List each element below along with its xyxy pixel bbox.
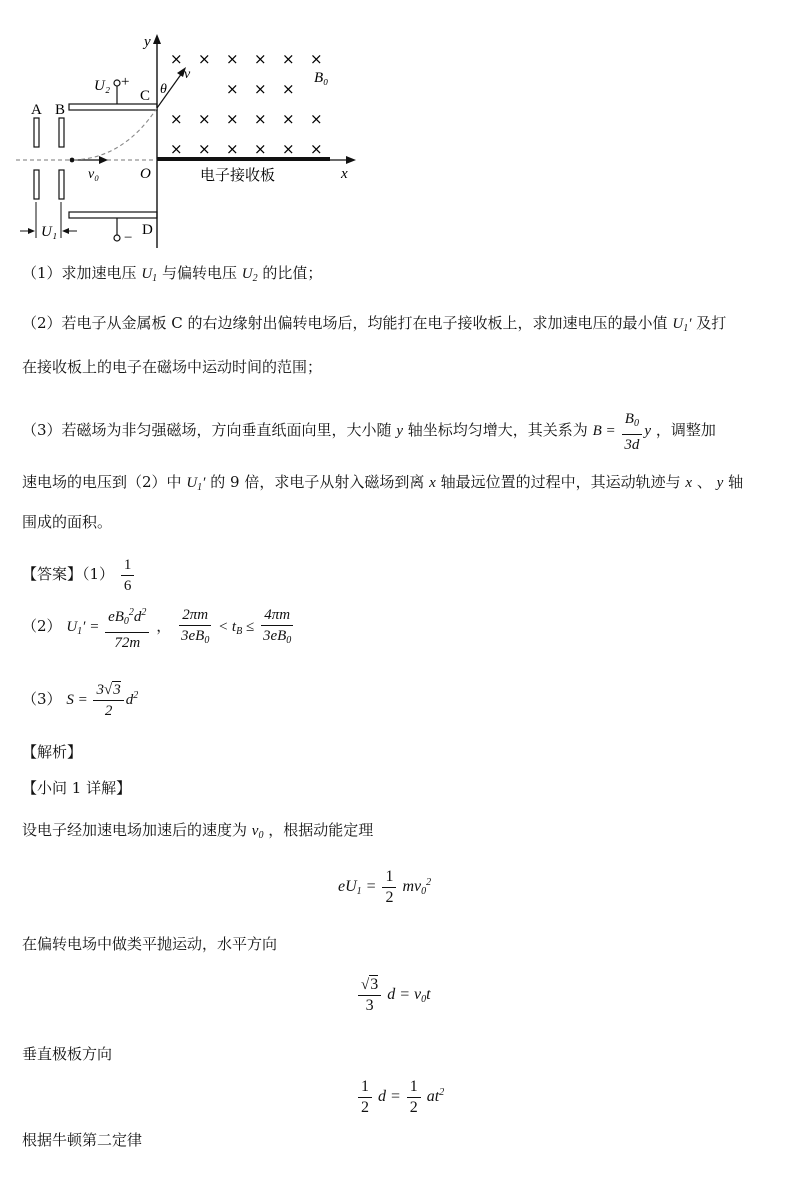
- field-cross: ×: [170, 140, 183, 158]
- symbol-u1-prime-2: $U_1'$: [186, 475, 206, 493]
- fraction-b0-over-3d: $\frac{B_0}{3d}$: [621, 410, 642, 454]
- plate-b-lower: [59, 170, 64, 199]
- question-2-line-1: [22, 313, 726, 339]
- answer-2-formula-b: $\frac{2\pi m}{3eB_0}$ < $t_B$ ≤ $\frac{4\pi m}{3eB_0}$: [176, 619, 296, 635]
- u1-right-arrow: [62, 228, 69, 234]
- q2-text-b: 及打: [696, 314, 727, 332]
- symbol-y: y: [396, 423, 403, 439]
- answer-3: [22, 672, 138, 724]
- field-cross: ×: [254, 110, 267, 128]
- x-axis-label: x: [341, 166, 348, 182]
- answer-2: [22, 602, 296, 656]
- analysis-text-4: 根据牛顿第二定律: [22, 1131, 143, 1149]
- plate-c-label: C: [140, 88, 151, 104]
- answer-1-fraction: $\frac{1}{6}$: [121, 556, 135, 595]
- field-cross: ×: [226, 110, 239, 128]
- field-cross: ×: [282, 140, 295, 158]
- x-axis-arrow: [346, 156, 356, 164]
- equation-horizontal: $\frac{√3}{3}$ $d = v_0t$: [356, 976, 431, 1015]
- fraction-eb0d-over-72m: $\frac{eB_0^2d^2}{72m}$: [105, 604, 149, 652]
- q1-text-b: 与偏转电压: [161, 264, 237, 282]
- q3-text-i: 围成的面积。: [22, 513, 113, 531]
- question-3-line-3: [22, 512, 112, 532]
- field-cross: ×: [226, 50, 239, 68]
- answer-heading: 【答案】（1）: [22, 565, 115, 583]
- q3-text-b: 轴坐标均匀增大，其关系为: [407, 421, 588, 439]
- field-cross: ×: [198, 140, 211, 158]
- field-cross: ×: [282, 50, 295, 68]
- field-cross: ×: [310, 50, 323, 68]
- b0-label: B₀: [314, 70, 329, 86]
- q2-text-c: 在接收板上的电子在磁场中运动时间的范围；: [22, 358, 323, 376]
- answer-1: [22, 552, 136, 596]
- u2-terminal: [114, 80, 120, 86]
- y-axis-label: y: [144, 34, 151, 50]
- answer-2-formula-a: $U_1'$ = $\frac{eB_0^2d^2}{72m}$: [66, 619, 151, 635]
- equation-vertical: $\frac{1}{2}$ d = $\frac{1}{2}$ $at^2$: [356, 1078, 444, 1117]
- v-label: v: [184, 67, 191, 82]
- symbol-u2: $U_2$: [241, 266, 258, 284]
- equation-kinetic-energy: $eU_1$ = $\frac{1}{2}$ $mv_0^2$: [338, 868, 432, 906]
- v0-arrow: [99, 156, 108, 164]
- receiver-label: 电子接收板: [200, 166, 276, 184]
- u2-plus: +: [121, 74, 130, 90]
- field-cross: ×: [310, 110, 323, 128]
- analysis-text-2: 在偏转电场中做类平抛运动，水平方向: [22, 935, 278, 953]
- q3-text-d: 速电场的电压到（2）中: [22, 473, 182, 491]
- fraction-4pim: $\frac{4\pi m}{3eB_0}$: [262, 606, 292, 646]
- field-cross: ×: [254, 140, 267, 158]
- field-cross: ×: [226, 140, 239, 158]
- analysis-heading: 【解析】: [22, 743, 83, 761]
- symbol-u1-prime: $U_1'$: [672, 316, 692, 334]
- plate-b-upper: [59, 118, 64, 147]
- fraction-3root3-over-2: $\frac{3√3}{2}$: [93, 681, 123, 720]
- field-cross: ×: [282, 80, 295, 98]
- analysis-text-1: [22, 820, 373, 846]
- answer-2-label: （2）: [22, 617, 62, 635]
- field-cross: ×: [282, 110, 295, 128]
- plate-d-label: D: [142, 222, 153, 238]
- field-cross: ×: [170, 50, 183, 68]
- q3-text-g: 、: [696, 473, 712, 491]
- u1-left-arrow: [28, 228, 35, 234]
- analysis-sub-1: 【小问 1 详解】: [22, 779, 132, 797]
- plate-a-upper: [34, 118, 39, 147]
- y-axis-arrow: [153, 34, 161, 44]
- question-1: [22, 263, 322, 289]
- question-2-line-2: [22, 357, 322, 377]
- plate-d: [69, 212, 157, 218]
- symbol-x: x: [429, 475, 436, 491]
- q3-text-c: ，调整加: [655, 421, 716, 439]
- theta-label: θ: [160, 82, 167, 97]
- u2-label: U₂: [94, 78, 111, 94]
- trajectory: [74, 108, 157, 160]
- d-terminal: [114, 235, 120, 241]
- field-cross: ×: [198, 50, 211, 68]
- question-3-line-1: [22, 408, 716, 454]
- q1-text-a: （1）求加速电压: [22, 264, 137, 282]
- d-minus: −: [124, 230, 133, 246]
- v0-label: v₀: [88, 167, 100, 182]
- answer-3-formula: S = $\frac{3√3}{2}$ $d^2$: [66, 682, 139, 720]
- field-cross: ×: [170, 110, 183, 128]
- magnetic-field: [170, 50, 323, 158]
- q1-text-c: 的比值；: [262, 264, 323, 282]
- q2-text-a: （2）若电子从金属板 C 的右边缘射出偏转电场后，均能打在电子接收板上，求加速电压的最小值: [22, 314, 668, 332]
- plate-a-label: A: [31, 102, 42, 118]
- q3-text-a: （3）若磁场为非匀强磁场，方向垂直纸面向里，大小随: [22, 421, 392, 439]
- field-cross: ×: [254, 80, 267, 98]
- analysis-text-3: 垂直极板方向: [22, 1045, 113, 1063]
- question-3-line-2: [22, 472, 743, 498]
- symbol-v0: $v_0$: [251, 823, 264, 841]
- field-cross: ×: [310, 140, 323, 158]
- field-cross: ×: [254, 50, 267, 68]
- fraction-2pim: $\frac{2\pi m}{3eB_0}$: [180, 606, 210, 646]
- q3-text-e: 的 9 倍，求电子从射入磁场到离: [210, 473, 425, 491]
- plate-b-label: B: [55, 102, 66, 118]
- field-cross: ×: [198, 110, 211, 128]
- answer-2-comma: ，: [156, 617, 172, 635]
- u1-label: U₁: [41, 224, 58, 240]
- symbol-y-2: y: [716, 475, 724, 491]
- physics-figure: [14, 28, 374, 252]
- analysis-t1a: 设电子经加速电场加速后的速度为: [22, 821, 248, 839]
- analysis-t1b: ，根据动能定理: [268, 821, 374, 839]
- origin-label: O: [140, 166, 151, 182]
- answer-3-label: （3）: [22, 690, 62, 708]
- field-cross: ×: [226, 80, 239, 98]
- q3-text-f: 轴最远位置的过程中，其运动轨迹与: [440, 473, 681, 491]
- symbol-u1: $U_1$: [141, 266, 158, 284]
- electron-deflection-diagram: [14, 28, 374, 252]
- plate-c: [69, 104, 157, 110]
- symbol-x-2: x: [685, 475, 693, 491]
- plate-a-lower: [34, 170, 39, 199]
- formula-b-equals: B = $\frac{B_0}{3d}$ y: [592, 410, 652, 453]
- q3-text-h: 轴: [728, 473, 744, 491]
